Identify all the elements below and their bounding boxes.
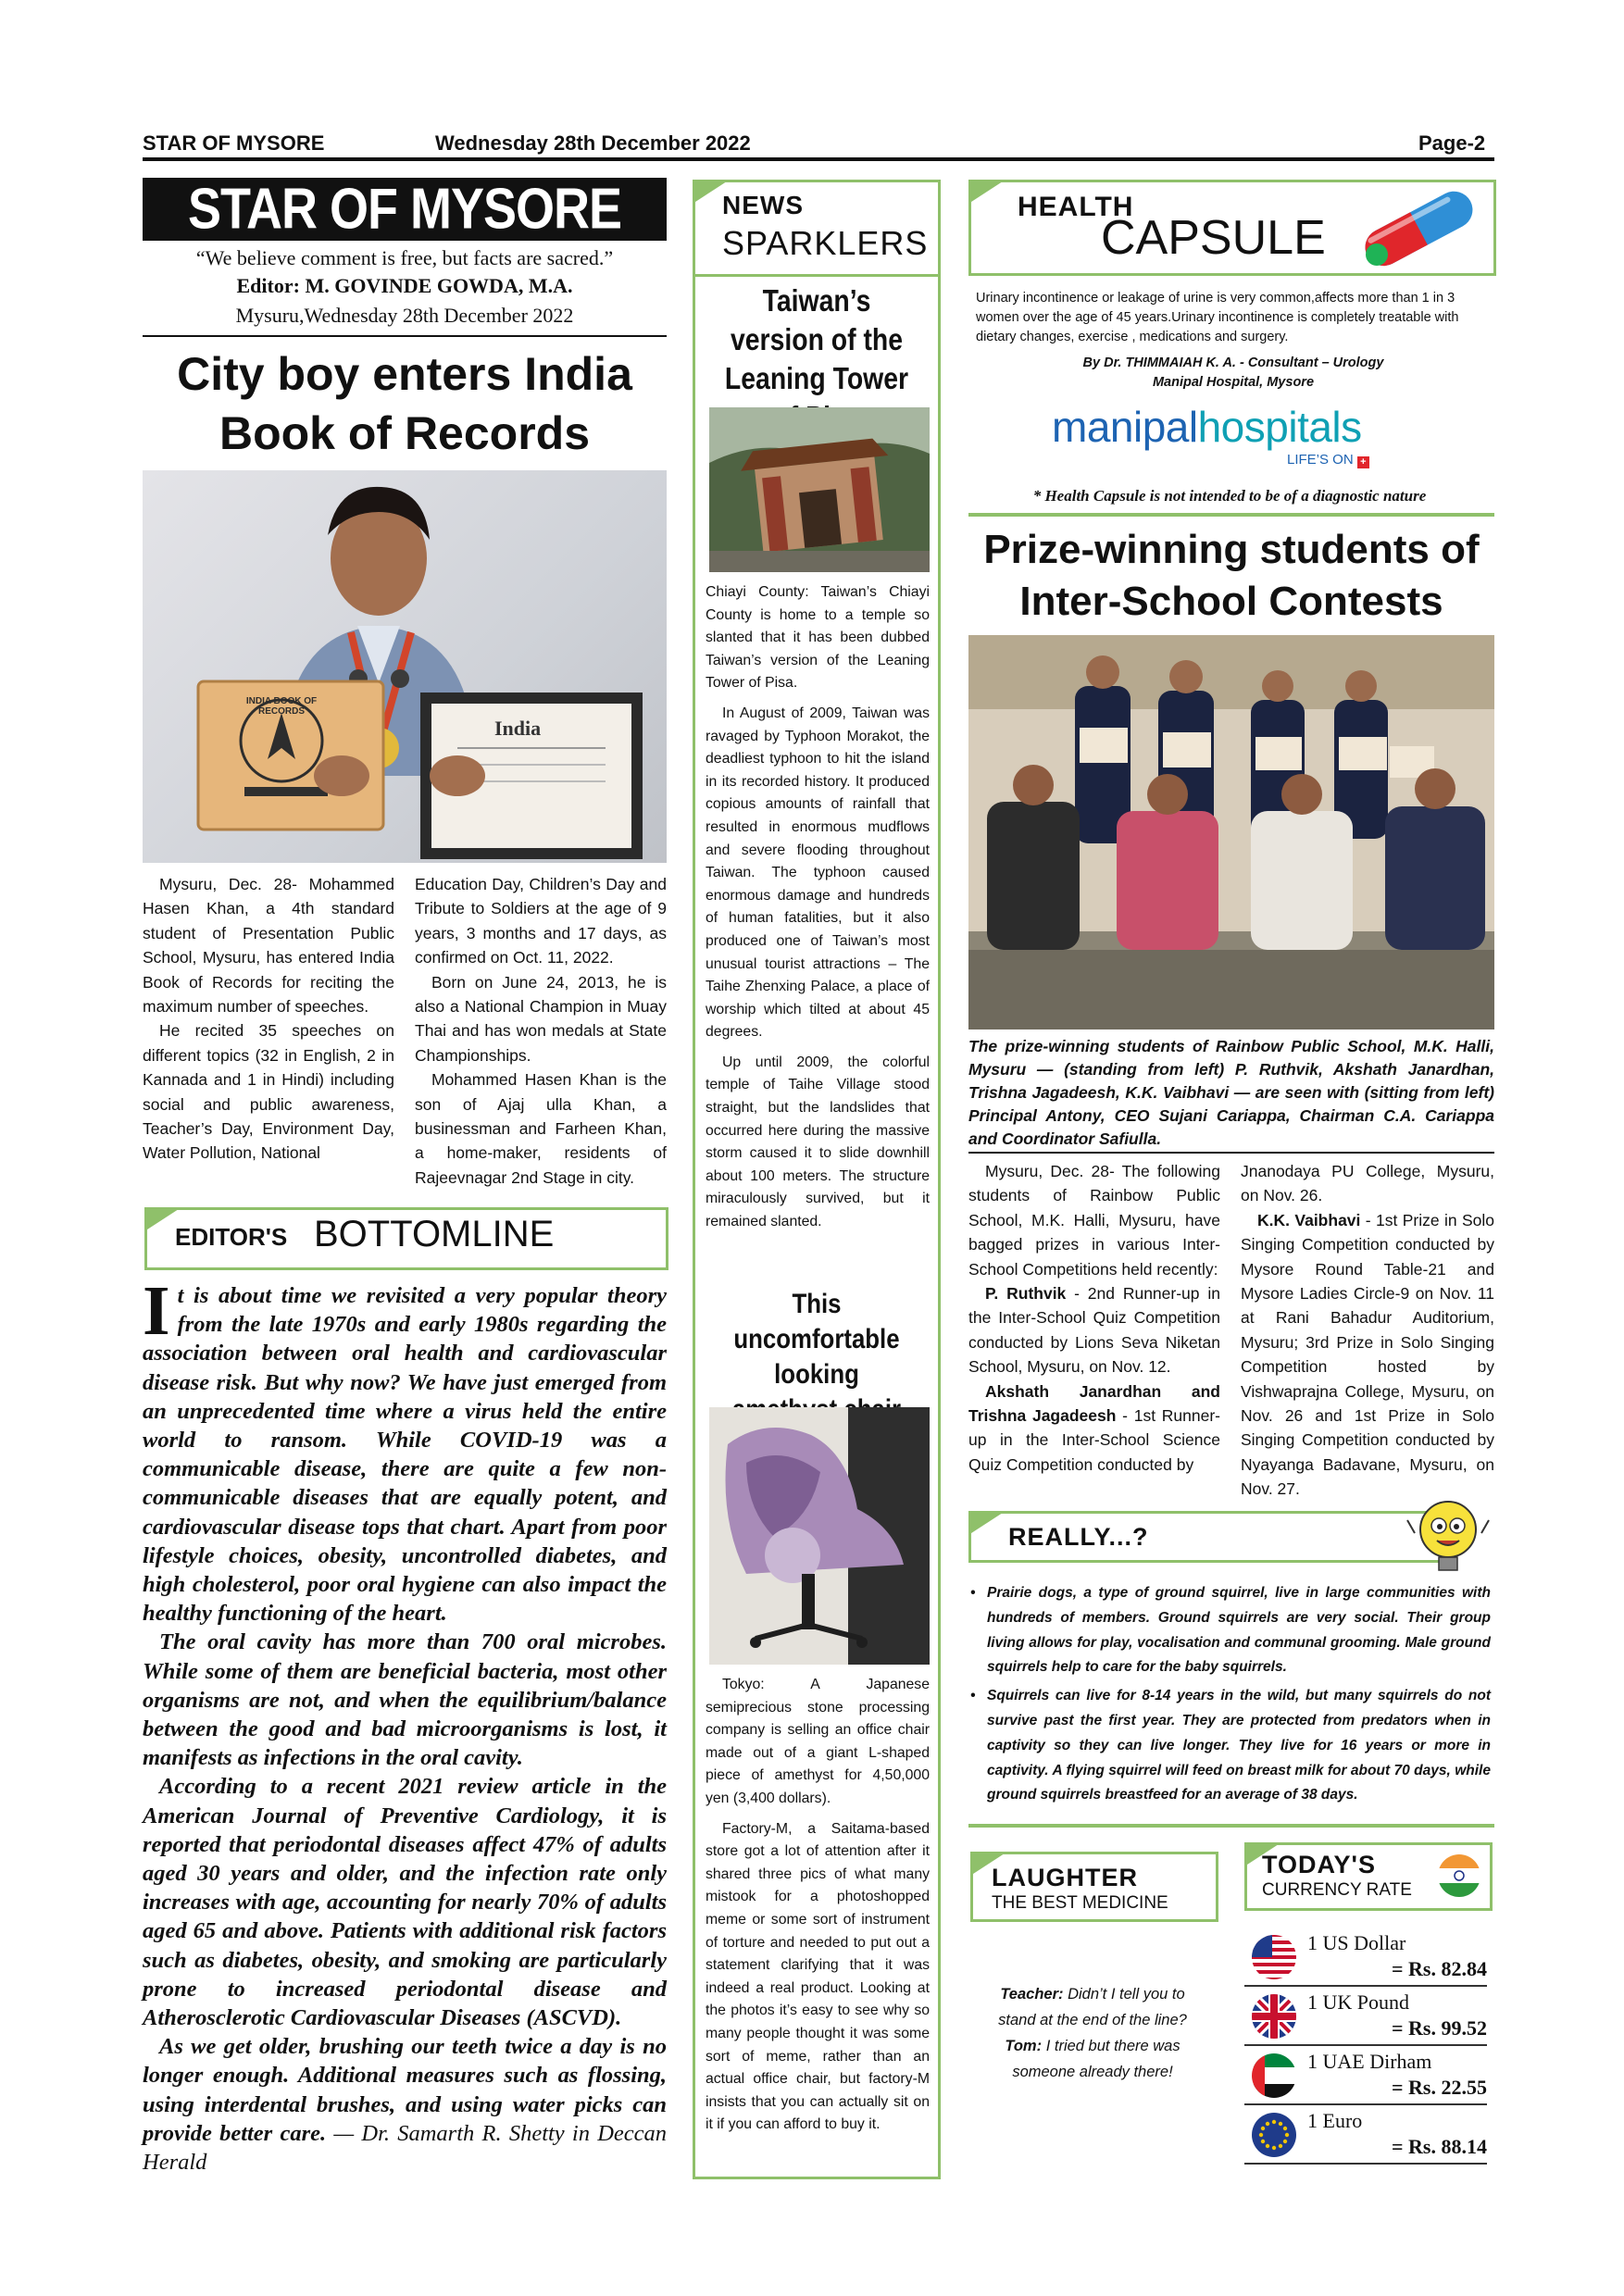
temple-photo bbox=[709, 407, 930, 572]
winner-name: Akshath Janardhan and Trishna Jagadeesh bbox=[968, 1381, 1220, 1426]
bottomline-paragraph: As we get older, brushing our teeth twice a day is no longer enough. Additional measures such as flossing, using interdental brushes, and using water picks can provide better care. bbox=[143, 2034, 667, 2146]
amethyst-photo bbox=[709, 1407, 930, 1665]
currency-unit: 1 UAE Dirham bbox=[1307, 2050, 1432, 2073]
green-tab bbox=[968, 180, 1006, 204]
capsule-pill-icon bbox=[1349, 186, 1488, 269]
teacher-name: Teacher: bbox=[1000, 1986, 1064, 2003]
lead-column-1 bbox=[143, 872, 394, 1166]
masthead-banner bbox=[143, 178, 667, 241]
prize-paragraph: - 1st Runner-up in the Inter-School Science Quiz Competition conducted by bbox=[968, 1406, 1220, 1474]
really-label: REALLY...? bbox=[1008, 1523, 1149, 1551]
bottomline-label-box bbox=[144, 1207, 668, 1270]
sparkler-2-body bbox=[706, 1674, 930, 2137]
sparkler-paragraph: Chiayi County: Taiwan’s Chiayi County is home to a temple so slanted that it has been dubbed Taiwan’s version of the Leaning Tower of Pisa. bbox=[706, 584, 930, 692]
bullet-icon: • bbox=[970, 1688, 976, 1704]
currency-label-small: TODAY'S bbox=[1262, 1851, 1376, 1878]
masthead-editor: Editor: M. GOVINDE GOWDA, M.A. bbox=[236, 274, 573, 297]
sparklers-label-small: NEWS bbox=[722, 191, 804, 219]
currency-rate: = Rs. 99.52 bbox=[1392, 2016, 1487, 2040]
prize-paragraph: - 1st Prize in Solo Singing Competition conducted by Mysore Round Table-21 and Mysore Ladies Circle-9 on Nov. 11 at Rani Bahadur Auditorium, Mysuru; 3rd Prize in Solo Singing Competition hosted by Vishwaprajna College, Mysuru, on Nov. 26 and 1st Prize in Solo Singing Competition conducted by Nyayanga Badavane, Mysuru, on Nov. 27. bbox=[1241, 1210, 1495, 1499]
temple-illustration bbox=[709, 407, 930, 572]
prize-paragraph: - 2nd Runner-up in the Inter-School Quiz Competition conducted by Lions Seva Niketan School, Mysuru, on Nov. 12. bbox=[968, 1284, 1220, 1377]
laughter-label-box bbox=[970, 1852, 1218, 1922]
teacher-line: Didn’t I tell you to stand at the end of the line? bbox=[998, 1986, 1187, 2028]
lead-photo-illustration bbox=[143, 470, 667, 863]
caption-rule bbox=[968, 1152, 1494, 1154]
bottomline-paragraph: According to a recent 2021 review article in the American Journal of Preventive Cardiology, it is reported that periodontal diseases affect 47% of adults aged 30 years and older, and the infection rate only increases with age, accounting for nearly 70% of adults aged 65 and above. Patients with additional risk factors such as diabetes, obesity, and smoking are particularly prone to increased periodontal disease and Atherosclerotic Cardiovascular Diseases (ASCVD). bbox=[143, 1774, 667, 2031]
really-divider bbox=[968, 1824, 1494, 1828]
red-cross-icon: + bbox=[1357, 456, 1369, 468]
health-capsule-label-box bbox=[968, 180, 1496, 276]
prize-column-2 bbox=[1241, 1159, 1494, 1502]
currency-rate: = Rs. 22.55 bbox=[1392, 2076, 1487, 2099]
prize-column-1 bbox=[968, 1159, 1220, 1477]
currency-row-usd bbox=[1244, 1928, 1487, 1987]
bulb-mascot-icon bbox=[1405, 1492, 1491, 1585]
winner-name: P. Ruthvik bbox=[985, 1284, 1067, 1304]
sparkler-paragraph: Factory-M, a Saitama-based store got a lot of attention after it shared three pics of what many mistook for a photoshopped meme or some sort of instrument of torture and needed to put out a statement clarifying that it was indeed a real product. Looking at the photos it’s easy to see why so many people thought it was some sort of meme, rather than an actual office chair, but factory-M insists that you can actually sit on it if you can afford to buy it. bbox=[706, 1820, 930, 2133]
prize-paragraph: Jnanodaya PU College, Mysuru, on Nov. 26. bbox=[1241, 1162, 1494, 1205]
byline-dash: — bbox=[333, 2120, 355, 2146]
masthead-rule bbox=[143, 335, 667, 337]
lead-photo bbox=[143, 470, 667, 863]
eu-flag-icon bbox=[1250, 2111, 1298, 2159]
uk-flag-icon bbox=[1250, 1992, 1298, 2040]
uae-flag-icon bbox=[1250, 2052, 1298, 2100]
bottomline-byline: Dr. Samarth R. Shetty in Deccan Herald bbox=[143, 2120, 668, 2176]
bottomline-body bbox=[143, 1272, 668, 2177]
health-byline-1: By Dr. THIMMAIAH K. A. - Consultant – Urology bbox=[1082, 356, 1384, 370]
amethyst-chair-illustration bbox=[709, 1407, 930, 1665]
bullet-icon: • bbox=[970, 1585, 976, 1601]
really-bullet-text: Squirrels can live for 8-14 years in the wild, but many squirrels do not survive past the first year. They are protected from predators when in captivity so they can live longer. They live for 16 years or more in captivity. A flying squirrel will feed on breast milk for about 70 days, while ground squirrels breastfeed for an average of 38 days. bbox=[987, 1688, 1491, 1803]
lead-paragraph: Education Day, Children’s Day and Tribute to Soldiers at the age of 9 years, 3 months and 17 days, as confirmed on Oct. 11, 2022. bbox=[415, 875, 667, 967]
laughter-label-small: LAUGHTER bbox=[992, 1864, 1138, 1891]
currency-unit: 1 UK Pound bbox=[1307, 1990, 1410, 2014]
running-header-date: Wednesday 28th December 2022 bbox=[435, 131, 751, 155]
tom-name: Tom: bbox=[1005, 2038, 1043, 2054]
manipal-logo bbox=[1052, 402, 1362, 452]
health-label-large: CAPSULE bbox=[1101, 211, 1326, 265]
laughter-joke bbox=[981, 1981, 1204, 2085]
tom-line: I tried but there was someone already there! bbox=[1012, 2038, 1181, 2080]
currency-unit: 1 US Dollar bbox=[1307, 1931, 1406, 1954]
really-bullet bbox=[970, 1581, 1491, 1680]
masthead-motto: “We believe comment is free, but facts are sacred.” bbox=[195, 246, 614, 269]
really-bullet bbox=[970, 1684, 1491, 1808]
prize-paragraph: Mysuru, Dec. 28- The following students of Rainbow Public School, M.K. Halli, Mysuru, have bagged prizes in various Inter-School Competitions held recently: bbox=[968, 1162, 1220, 1279]
india-flag-icon bbox=[1436, 1853, 1482, 1899]
sparklers-divider bbox=[693, 274, 941, 277]
health-text: Urinary incontinence or leakage of urine is very common,affects more than 1 in 3 women over the age of 45 years.Urinary incontinence is completely treatable with dietary changes, exercise , medications and surgery. bbox=[976, 291, 1459, 344]
laughter-label-large: THE BEST MEDICINE bbox=[992, 1893, 1168, 1913]
currency-row-gbp bbox=[1244, 1987, 1487, 2046]
manipal-logo-part1: manipal bbox=[1052, 403, 1198, 451]
prize-photo-caption: The prize-winning students of Rainbow Public School, M.K. Halli, Mysuru — (standing from left) P. Ruthvik, Akshath Janardhan, Trishna Jagadeesh, K.K. Vaibhavi — are seen with (sitting from left) Principal Antony, CEO Sujani Cariappa, Chairman C.A. Cariappa and Coordinator Safiulla. bbox=[968, 1037, 1494, 1148]
health-disclaimer: * Health Capsule is not intended to be of a diagnostic nature bbox=[1032, 487, 1427, 505]
masthead-title: STAR OF MYSORE bbox=[187, 177, 622, 242]
drop-cap: I bbox=[143, 1272, 170, 1350]
prize-group-illustration bbox=[968, 635, 1494, 1029]
prize-headline: Prize-winning students of Inter-School Contests bbox=[983, 527, 1480, 624]
bottomline-label-large: BOTTOMLINE bbox=[314, 1214, 555, 1254]
really-label-box bbox=[968, 1511, 1455, 1563]
sparkler-paragraph: Up until 2009, the colorful temple of Taihe Village stood straight, but the landslides that occurred here during the massive storm caused it to slide downhill about 100 meters. The structure miraculously survived, but it remained slanted. bbox=[706, 1054, 930, 1230]
currency-row-eur bbox=[1244, 2105, 1487, 2165]
manipal-logo-part2: hospitals bbox=[1197, 403, 1362, 451]
currency-label-large: CURRENCY RATE bbox=[1262, 1880, 1412, 1900]
health-label-small: HEALTH bbox=[1018, 192, 1134, 222]
header-rule bbox=[143, 157, 1494, 161]
really-bullets bbox=[970, 1581, 1491, 1808]
manipal-tagline bbox=[1287, 452, 1369, 468]
sparkler-2-headline: This uncomfortable looking bbox=[733, 1289, 900, 1390]
green-tab bbox=[968, 1511, 1006, 1535]
currency-rate: = Rs. 88.14 bbox=[1392, 2135, 1487, 2158]
sparkler-1-body bbox=[706, 581, 930, 1234]
running-header-paper: STAR OF MYSORE bbox=[143, 131, 325, 155]
lead-paragraph: Mysuru, Dec. 28- Mohammed Hasen Khan, a 4th standard student of Presentation Public School, Mysuru, has entered India Book of Records for reciting the maximum number of speeches. bbox=[143, 875, 394, 1017]
winner-name: K.K. Vaibhavi bbox=[1257, 1210, 1361, 1229]
sparkler-paragraph: Tokyo: A Japanese semiprecious stone processing company is selling an office chair made out of a giant L-shaped piece of amethyst for 4,50,000 yen (3,400 dollars). bbox=[706, 1677, 930, 1806]
currency-unit: 1 Euro bbox=[1307, 2109, 1363, 2132]
bottomline-paragraph: The oral cavity has more than 700 oral microbes. While some of them are beneficial bacteria, most other organisms are not, and when the equilibrium/balance between the good and bad microorganisms is lost, it manifests as infections in the oral cavity. bbox=[143, 1629, 667, 1771]
masthead-dateline: Mysuru,Wednesday 28th December 2022 bbox=[235, 304, 574, 327]
currency-row-aed bbox=[1244, 2046, 1487, 2105]
sparklers-label-large: SPARKLERS bbox=[722, 224, 929, 262]
currency-label-box bbox=[1244, 1842, 1493, 1911]
running-header-page: Page-2 bbox=[1418, 131, 1486, 155]
book-cover-label: INDIA BOOK OF RECORDS bbox=[245, 696, 318, 717]
manipal-tagline-text: LIFE’S ON bbox=[1287, 452, 1354, 468]
lead-headline: City boy enters India Book of Records bbox=[177, 348, 632, 459]
sparkler-1-headline: Taiwan’s version of the Leaning Tower bbox=[724, 283, 909, 395]
currency-rate: = Rs. 82.84 bbox=[1392, 1957, 1487, 1980]
us-flag-icon bbox=[1250, 1933, 1298, 1981]
bottomline-paragraph: t is about time we revisited a very popular theory from the late 1970s and early 1980s regarding the association between oral health and cardiovascular disease risk. But why now? We have just emerged from an unprecedented time where a virus held the entire world to ransom. While COVID-19 was a communicable disease, there are quite a few non-communicable diseases that are equally potent, and cardiovascular disease tops that chart. Apart from poor lifestyle choices, obesity, uncontrolled diabetes, and high cholesterol, poor oral hygiene can also impact the healthy functioning of the heart. bbox=[143, 1283, 667, 1627]
lead-paragraph: Born on June 24, 2013, he is also a National Champion in Muay Thai and has won medals at State Championships. bbox=[415, 972, 667, 1065]
lead-column-2 bbox=[415, 872, 667, 1190]
certificate-label: India bbox=[494, 717, 542, 740]
really-bullet-text: Prairie dogs, a type of ground squirrel, live in large communities with hundreds of members. Ground squirrels are very social. Their group living allows for play, vocalisation and communal grooming. Male ground squirrels help to care for the baby squirrels. bbox=[987, 1585, 1491, 1676]
health-byline-2: Manipal Hospital, Mysore bbox=[1152, 375, 1315, 390]
lead-paragraph: Mohammed Hasen Khan is the son of Ajaj ulla Khan, a businessman and Farheen Khan, a home-maker, residents of Rajeevnagar 2nd Stage in city. bbox=[415, 1070, 667, 1187]
sparkler-paragraph: In August of 2009, Taiwan was ravaged by Typhoon Morakot, the deadliest typhoon to hit the island in its recorded history. It produced copious amounts of rainfall that resulted in enormous mudflows and severe flooding throughout Taiwan. The typhoon caused enormous damage and hundreds of human fatalities, but it also produced one of Taiwan’s most unusual tourist attractions – The Taihe Zhenxing Palace, a place of worship which tilted at about 45 degrees. bbox=[706, 705, 930, 1041]
bottomline-label-small: EDITOR'S bbox=[175, 1223, 288, 1251]
lead-paragraph: He recited 35 speeches on different topics (32 in English, 2 in Kannada and 1 in Hindi) including social and public awareness, Teacher’s Day, Environment Day, Water Pollution, National bbox=[143, 1021, 394, 1163]
health-divider bbox=[968, 513, 1494, 517]
prize-photo bbox=[968, 635, 1494, 1029]
